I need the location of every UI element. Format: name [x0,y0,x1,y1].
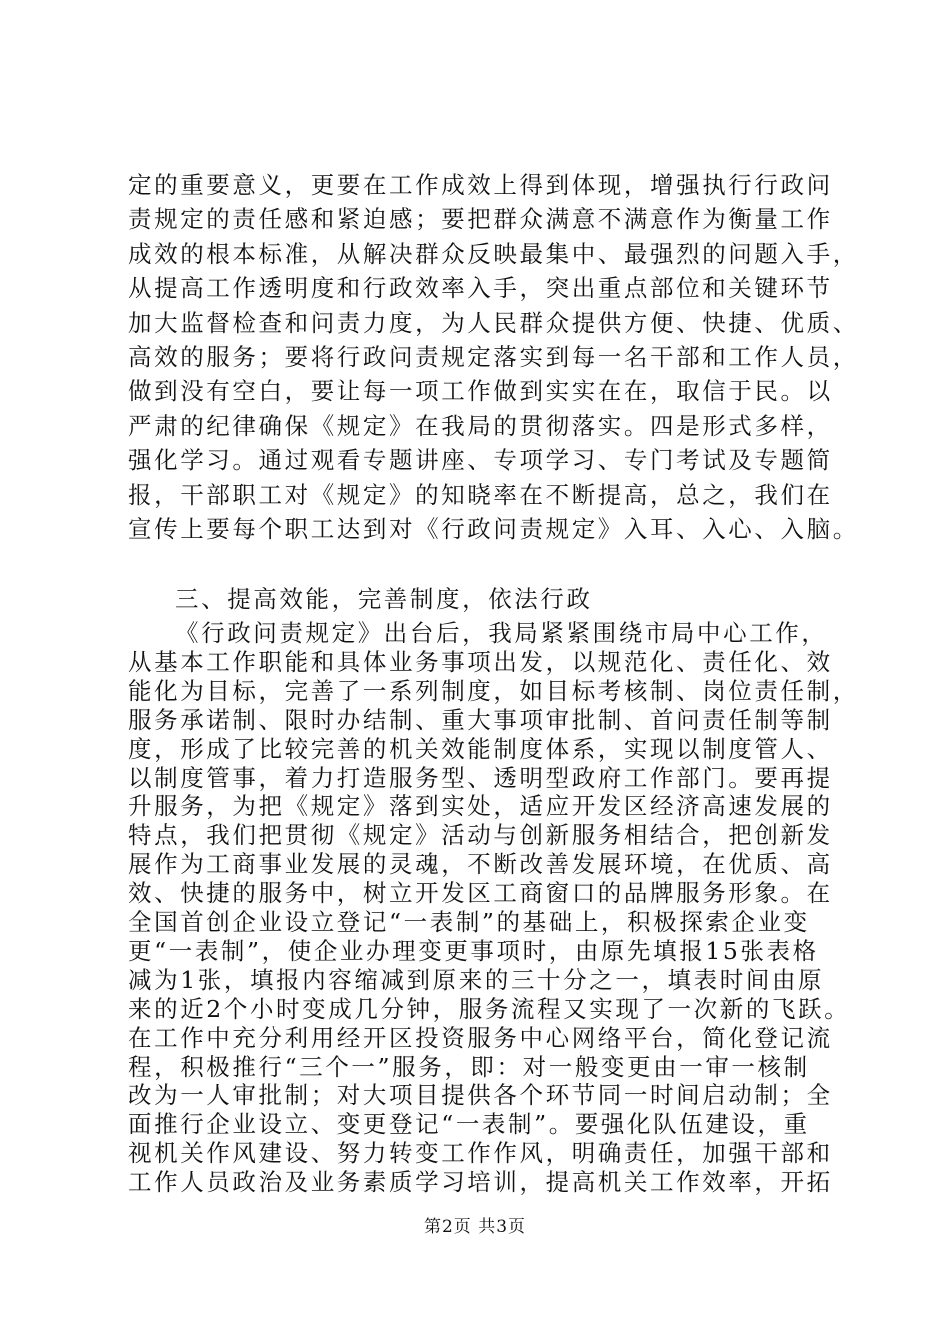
paragraph-line: 能化为目标，完善了一系列制度，如目标考核制、岗位责任制， [128,676,859,705]
section-heading: 三、提高效能，完善制度，依法行政 [175,585,593,613]
paragraph-line: 加大监督检查和问责力度，为人民群众提供方便、快捷、优质、 [128,308,859,337]
paragraph-line: 面推行企业设立、变更登记“一表制”。要强化队伍建设，重 [128,1110,810,1139]
page-footer: 第2页 共3页 [423,1217,527,1237]
paragraph-line: 从提高工作透明度和行政效率入手，突出重点部位和关键环节 [128,274,833,303]
paragraph-line: 视机关作风建设、努力转变工作作风，明确责任，加强干部和 [128,1139,833,1168]
paragraph-line: 服务承诺制、限时办结制、重大事项审批制、首问责任制等制 [128,705,833,734]
paragraph-line: 全国首创企业设立登记“一表制”的基础上，积极探索企业变 [128,908,810,936]
paragraph-line: 展作为工商事业发展的灵魂，不断改善发展环境，在优质、高 [128,850,833,879]
paragraph-line: 来的近2个小时变成几分钟，服务流程又实现了一次新的飞跃。 [128,994,851,1023]
paragraph-line: 升服务，为把《规定》落到实处，适应开发区经济高速发展的 [128,792,833,821]
paragraph-line: 《行政问责规定》出台后，我局紧紧围绕市局中心工作， [175,619,828,647]
paragraph-line: 从基本工作职能和具体业务事项出发，以规范化、责任化、效 [128,647,833,676]
paragraph-line: 做到没有空白，要让每一项工作做到实实在在，取信于民。以 [128,377,833,406]
paragraph-line: 度，形成了比较完善的机关效能制度体系，实现以制度管人、 [128,734,833,763]
paragraph-line: 减为1张，填报内容缩减到原来的三十分之一，填表时间由原 [128,965,825,994]
paragraph-line: 更“一表制”，使企业办理变更事项时，由原先填报15张表格 [128,936,819,965]
paragraph-line: 改为一人审批制；对大项目提供各个环节同一时间启动制；全 [128,1081,833,1110]
paragraph-line: 责规定的责任感和紧迫感；要把群众满意不满意作为衡量工作 [128,205,833,234]
paragraph-line: 宣传上要每个职工达到对《行政问责规定》入耳、入心、入脑。 [128,515,859,543]
paragraph-line: 报，干部职工对《规定》的知晓率在不断提高，总之，我们在 [128,480,833,509]
paragraph-line: 工作人员政治及业务素质学习培训，提高机关工作效率，开拓 [128,1168,833,1197]
paragraph-line: 成效的根本标准，从解决群众反映最集中、最强烈的问题入手， [128,239,859,268]
paragraph-line: 定的重要意义，更要在工作成效上得到体现，增强执行行政问 [128,171,833,199]
paragraph-line: 特点，我们把贯彻《规定》活动与创新服务相结合，把创新发 [128,821,833,850]
paragraph-line: 以制度管事，着力打造服务型、透明型政府工作部门。要再提 [128,763,833,792]
paragraph-line: 效、快捷的服务中，树立开发区工商窗口的品牌服务形象。在 [128,879,833,908]
paragraph-line: 高效的服务；要将行政问责规定落实到每一名干部和工作人员， [128,343,859,371]
paragraph-line: 程，积极推行“三个一”服务，即：对一般变更由一审一核制 [128,1052,810,1081]
paragraph-line: 在工作中充分利用经开区投资服务中心网络平台，简化登记流 [128,1023,833,1052]
paragraph-line: 强化学习。通过观看专题讲座、专项学习、专门考试及专题简 [128,446,833,475]
paragraph-line: 严肃的纪律确保《规定》在我局的贯彻落实。四是形式多样， [128,411,833,440]
